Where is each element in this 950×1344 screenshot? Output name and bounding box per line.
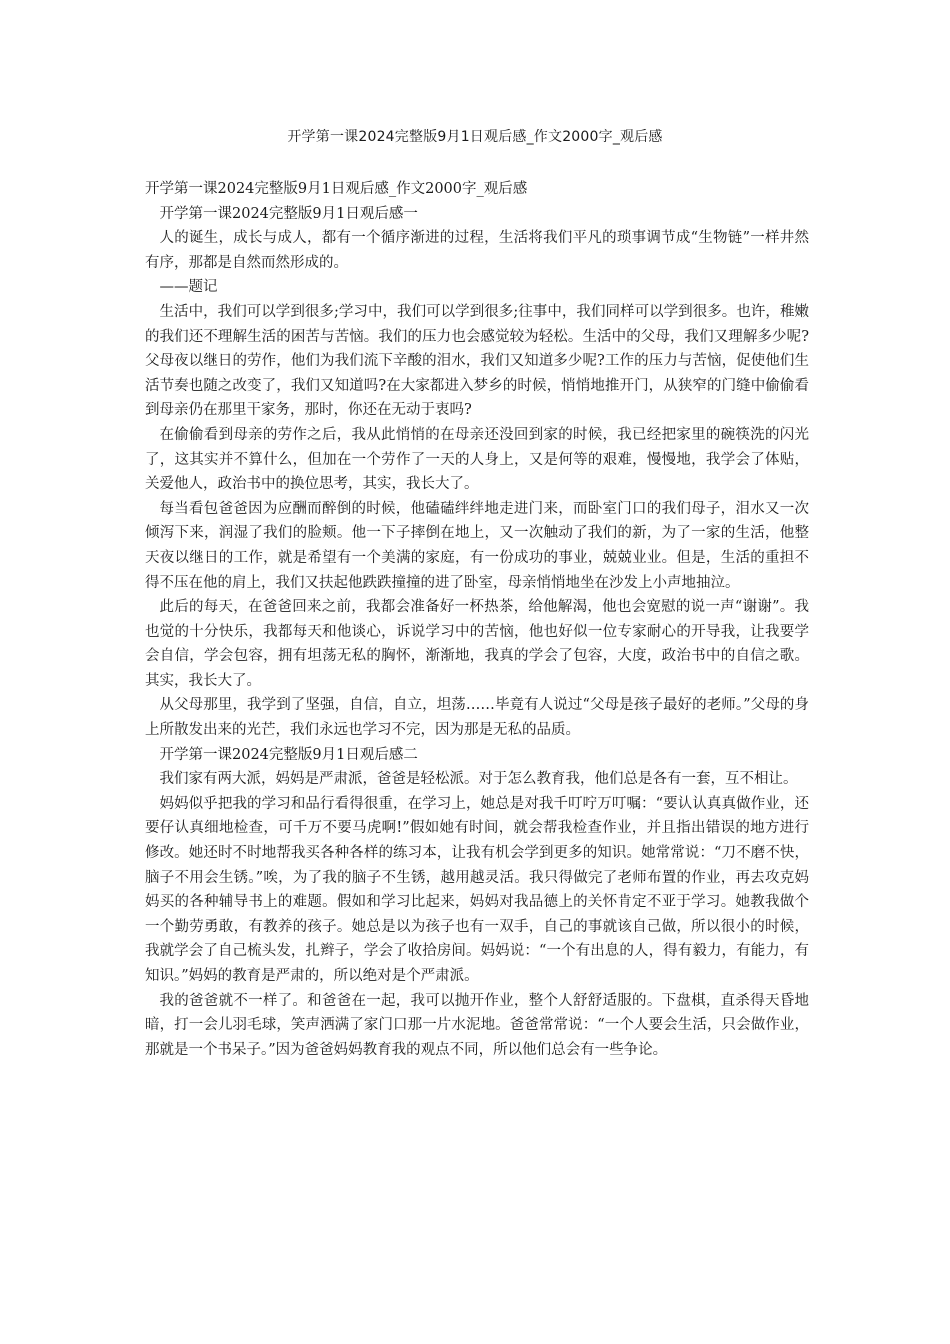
paragraph: 在偷偷看到母亲的劳作之后，我从此悄悄的在母亲还没回到家的时候，我已经把家里的碗筷洗的闪光了，这其实并不算什么，但加在一个劳作了一天的人身上，又是何等的艰难，慢慢地，我学会了体贴，关爱他人，政治书中的换位思考，其实，我长大了。 xyxy=(145,426,809,493)
paragraph: 开学第一课2024完整版9月1日观后感_作文2000字_观后感 xyxy=(145,181,528,197)
paragraph: 从父母那里，我学到了坚强，自信，自立，坦荡……毕竟有人说过“父母是孩子最好的老师。”父母的身上所散发出来的光芒，我们永远也学习不完，因为那是无私的品质。 xyxy=(145,697,809,739)
paragraph: 我们家有两大派，妈妈是严肃派，爸爸是轻松派。对于怎么教育我，他们总是各有一套，互不相让。 xyxy=(159,771,798,788)
paragraph: 开学第一课2024完整版9月1日观后感一 xyxy=(159,205,418,222)
paragraph: ——题记 xyxy=(159,279,218,296)
paragraph: 每当看包爸爸因为应酬而醉倒的时候，他磕磕绊绊地走进门来，而卧室门口的我们母子，泪水又一次倾泻下来，润湿了我们的脸颊。他一下子摔倒在地上，又一次触动了我们的新，为了一家的生活，他整天夜以继日的工作，就是希望有一个美满的家庭，有一份成功的事业，兢兢业业。但是，生活的重担不得不压在他的肩上，我们又扶起他跌跌撞撞的进了卧室，母亲悄悄地坐在沙发上小声地抽泣。 xyxy=(145,500,809,591)
document-body xyxy=(145,177,809,1062)
paragraph: 开学第一课2024完整版9月1日观后感二 xyxy=(159,746,418,763)
paragraph: 人的诞生，成长与成人，都有一个循序渐进的过程，生活将我们平凡的琐事调节成“生物链”一样井然有序，那都是自然而然形成的。 xyxy=(145,230,809,271)
paragraph: 此后的每天，在爸爸回来之前，我都会准备好一杯热茶，给他解渴，他也会宽慰的说一声“谢谢”。我也觉的十分快乐，我都每天和他谈心，诉说学习中的苦恼，他也好似一位专家耐心的开导我，让我要学会自信，学会包容，拥有坦荡无私的胸怀，渐渐地，我真的学会了包容，大度，政治书中的自信之歌。其实，我长大了。 xyxy=(145,599,809,689)
paragraph: 我的爸爸就不一样了。和爸爸在一起，我可以抛开作业，整个人舒舒适服的。下盘棋，直杀得天昏地暗，打一会儿羽毛球，笑声洒满了家门口那一片水泥地。爸爸常常说：“一个人要会生活，只会做作业，那就是一个书呆子。”因为爸爸妈妈教育我的观点不同，所以他们总会有一些争论。 xyxy=(145,992,809,1058)
paragraph: 妈妈似乎把我的学习和品行看得很重，在学习上，她总是对我千叮咛万叮嘱：“要认认真真做作业，还要仔认真细地检查，可千万不要马虎啊!”假如她有时间，就会帮我检查作业，并且指出错误的地方进行修改。她还时不时地帮我买各种各样的练习本，让我有机会学到更多的知识。她常常说：“刀不磨不快，脑子不用会生锈。”唉，为了我的脑子不生锈，越用越灵活。我只得做完了老师布置的作业，再去攻克妈妈买的各种辅导书上的难题。假如和学习比起来，妈妈对我品德上的关怀肯定不亚于学习。她教我做个一个勤劳勇敢，有教养的孩子。她总是以为孩子也有一双手，自己的事就该自己做，所以很小的时候，我就学会了自己梳头发，扎辫子，学会了收拾房间。妈妈说：“一个有出息的人，得有毅力，有能力，有知识。”妈妈的教育是严肃的，所以绝对是个严肃派。 xyxy=(145,795,809,984)
paragraph: 生活中，我们可以学到很多;学习中，我们可以学到很多;往事中，我们同样可以学到很多。也许，稚嫩的我们还不理解生活的困苦与苦恼。我们的压力也会感觉较为轻松。生活中的父母，我们又理解多少呢?父母夜以继日的劳作，他们为我们流下辛酸的泪水，我们又知道多少呢?工作的压力与苦恼，促使他们生活节奏也随之改变了，我们又知道吗?在大家都进入梦乡的时候，悄悄地推开门，从狭窄的门缝中偷偷看到母亲仍在那里干家务，那时，你还在无动于衷吗? xyxy=(145,303,809,419)
page-title: 开学第一课2024完整版9月1日观后感_作文2000字_观后感 xyxy=(287,129,663,145)
